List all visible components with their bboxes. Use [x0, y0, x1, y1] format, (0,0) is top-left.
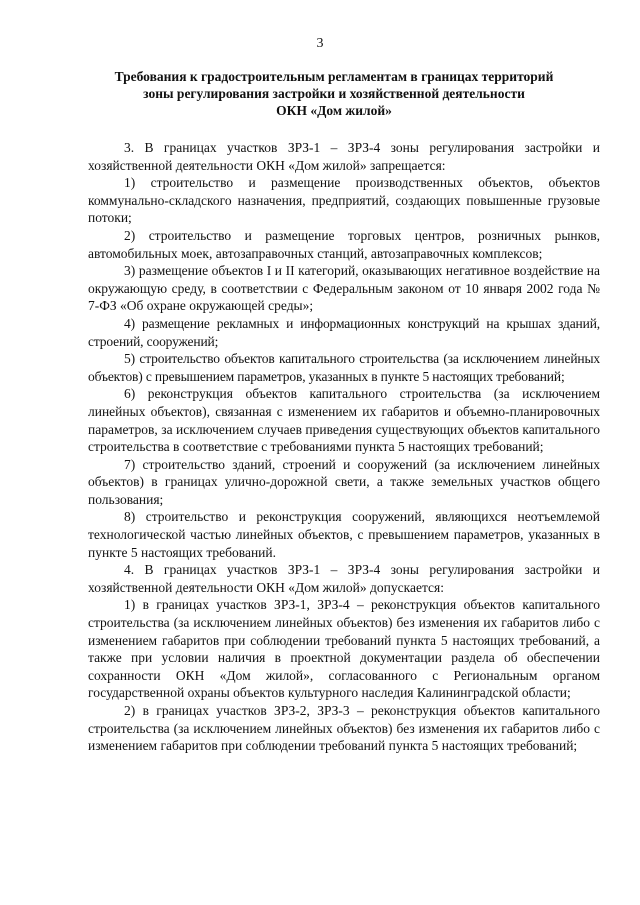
list-item-3-1: 1) строительство и размещение производственных объектов, объектов коммунально-складского назначения, предприятий, создающих повышенные грузовые потоки; [88, 175, 600, 226]
list-item-3-2: 2) строительство и размещение торговых центров, розничных рынков, автомобильных моек, автозаправочных станций, автозаправочных комплексов; [88, 227, 600, 261]
list-item-4-2: 2) в границах участков ЗРЗ-2, ЗРЗ-3 – реконструкция объектов капитального строительства (за исключением линейных объектов) без изменения их габаритов либо с изменением габаритов при соблюдении требований пункта 5 настоящих требований; [88, 703, 600, 754]
title-line-2: зоны регулирования застройки и хозяйственной деятельности [143, 86, 525, 101]
list-item-3-7: 7) строительство зданий, строений и сооружений (за исключением линейных объектов) в границах улично-дорожной свети, а также земельных участков общего пользования; [88, 456, 600, 507]
title-line-3: ОКН «Дом жилой» [276, 103, 392, 118]
list-item-3-6: 6) реконструкция объектов капитального строительства (за исключением линейных объектов), связанная с изменением их габаритов и объемно-планировочных параметров, за исключением случаев приведения существующих объектов капитального строительства в соответствие с требованиями пункта 5 настоящих требований; [88, 386, 600, 455]
title-line-1: Требования к градостроительным регламентам в границах территорий [114, 69, 554, 84]
page-number: 3 [316, 36, 324, 51]
list-item-3-3: 3) размещение объектов I и II категорий, оказывающих негативное воздействие на окружающую среду, в соответствии с Федеральным законом от 10 января 2002 года № 7-ФЗ «Об охране окружающей среды»; [88, 263, 600, 314]
list-item-3-4: 4) размещение рекламных и информационных конструкций на крышах зданий, строений, сооружений; [88, 315, 600, 349]
list-item-3-8: 8) строительство и реконструкция сооружений, являющихся неотъемлемой технологической частью линейных объектов, с превышением параметров, указанных в пункте 5 настоящих требований. [88, 509, 600, 560]
paragraph-clause-4: 4. В границах участков ЗРЗ-1 – ЗРЗ-4 зоны регулирования застройки и хозяйственной деятельности ОКН «Дом жилой» допускается: [88, 562, 600, 595]
document-body [88, 139, 600, 755]
list-item-4-1: 1) в границах участков ЗРЗ-1, ЗРЗ-4 – реконструкция объектов капитального строительства (за исключением линейных объектов) без изменения их габаритов либо с изменением габаритов при соблюдении требований пункта 5 настоящих требований, а также при условии наличия в проектной документации раздела об обеспечении сохранности ОКН «Дом жилой», согласованного с Региональным органом государственной охраны объектов культурного наследия Калининградской области; [88, 597, 600, 701]
paragraph-clause-3: 3. В границах участков ЗРЗ-1 – ЗРЗ-4 зоны регулирования застройки и хозяйственной деятельности ОКН «Дом жилой» запрещается: [88, 140, 600, 173]
section-title [80, 68, 588, 119]
list-item-3-5: 5) строительство объектов капитального строительства (за исключением линейных объектов) с превышением параметров, указанных в пункте 5 настоящих требований; [88, 351, 600, 384]
